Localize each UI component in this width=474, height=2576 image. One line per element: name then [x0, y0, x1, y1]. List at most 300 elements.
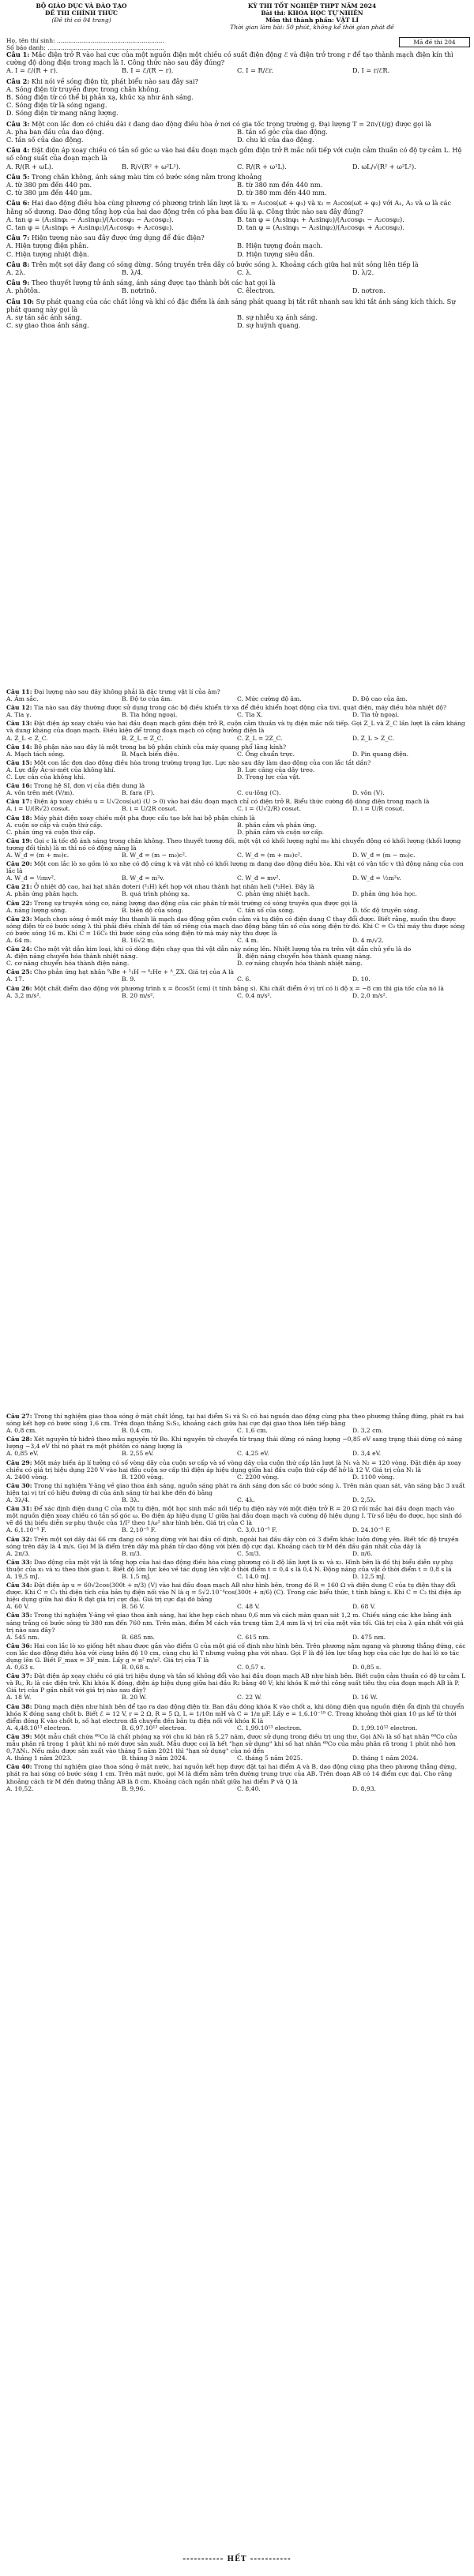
question-stem: [6, 704, 468, 711]
answer-option[interactable]: C. Mức cường độ âm.: [237, 695, 302, 703]
answer-option[interactable]: C. R/(R + ω²L).: [237, 162, 287, 170]
answer-option[interactable]: B. Z_L = Z_C.: [122, 734, 164, 742]
answer-option[interactable]: C. Ống chuẩn trực.: [237, 750, 295, 758]
question-number: Câu 19:: [6, 837, 32, 844]
question-number: Câu 23:: [6, 915, 32, 923]
answer-option[interactable]: C. sự giao thoa ánh sáng.: [6, 321, 89, 330]
answer-option[interactable]: D. W_đ = (m − m₀)c.: [352, 851, 416, 859]
answer-option[interactable]: B. 9,96.: [122, 1784, 145, 1792]
question: [6, 743, 468, 758]
question-stem: [6, 1703, 468, 1724]
answer-option[interactable]: B. λ/4.: [122, 268, 143, 277]
question-number: Câu 1:: [6, 51, 30, 58]
answer-option[interactable]: D. 3,4 eV.: [352, 1450, 382, 1458]
answer-option[interactable]: D. Hiện tượng siêu dẫn.: [237, 249, 315, 258]
answer-option[interactable]: B. 1200 vòng.: [122, 1473, 164, 1481]
question-stem: [6, 120, 468, 128]
answer-option[interactable]: C. phần ứng và cuộn thứ cấp.: [6, 828, 96, 836]
answer-option[interactable]: D. ωL/√(R² + ω²L²).: [352, 162, 416, 170]
answer-options: [6, 695, 468, 702]
answer-option[interactable]: D. 68 V.: [352, 1603, 376, 1611]
answer-option[interactable]: B. I = ℰ/(R − r).: [122, 66, 174, 75]
question-number: Câu 12:: [6, 704, 32, 712]
answer-options: [6, 907, 468, 914]
answer-options: [6, 128, 468, 144]
answer-option[interactable]: A. 0,85 eV.: [6, 1450, 39, 1458]
answer-option[interactable]: B. tan φ = (A₁sinφ₁ + A₂sinφ₂)/(A₁cosφ₁ − A₂cosφ₂).: [237, 215, 404, 223]
answer-option[interactable]: A. 545 nm.: [6, 1633, 40, 1641]
question-number: Câu 5:: [6, 172, 30, 181]
answer-option[interactable]: A. 2π/3.: [6, 1549, 30, 1557]
answer-option[interactable]: B. 20 W.: [122, 1694, 147, 1702]
answer-option[interactable]: D. I = r/ℰR.: [352, 66, 390, 75]
answer-option[interactable]: A. Sóng điện từ truyền được trong chân không.: [6, 84, 161, 93]
question-stem: [6, 860, 468, 874]
answer-option[interactable]: A. 2400 vòng.: [6, 1473, 49, 1481]
answer-option[interactable]: C. Sóng điện từ là sóng ngang.: [6, 101, 107, 110]
answer-option[interactable]: A. W_đ = ½mv².: [6, 874, 56, 882]
question: [6, 1612, 468, 1640]
answer-options: [6, 852, 468, 859]
answer-options: [6, 242, 468, 257]
answer-option[interactable]: A. 64 m.: [6, 937, 32, 944]
answer-option[interactable]: D. Pin quang điện.: [352, 750, 409, 758]
answer-option[interactable]: A. 60 V.: [6, 1603, 29, 1611]
answer-option[interactable]: A. 6,1.10⁻⁵ F.: [6, 1526, 47, 1534]
answer-option[interactable]: B. 2,55 eV.: [122, 1450, 154, 1458]
question-stem: [6, 900, 468, 907]
question: [6, 798, 468, 812]
answer-option[interactable]: B. 0,68 s.: [122, 1664, 151, 1672]
question-stem: [6, 798, 468, 805]
answer-options: [6, 766, 468, 781]
question-text: Trong sự truyền sóng cơ, năng lượng dao động của các phần tử môi trường có sóng truyền qua được gọi là: [33, 899, 358, 907]
question-number: Câu 29:: [6, 1458, 32, 1466]
question-number: Câu 20:: [6, 860, 32, 868]
answer-option[interactable]: D. 2,0 m/s².: [352, 991, 388, 999]
question-number: Câu 13:: [6, 720, 32, 728]
answer-option[interactable]: C. W_đ = mv².: [237, 874, 280, 882]
answer-option[interactable]: B. W_đ = (m − m₀)c².: [122, 851, 187, 859]
answer-option[interactable]: B. R/√(R² + ω²L²).: [122, 162, 181, 170]
answer-option[interactable]: B. W_đ = m²v.: [122, 874, 165, 882]
question: [6, 1459, 468, 1481]
answer-option[interactable]: B. 685 nm.: [122, 1633, 155, 1641]
answer-option[interactable]: C. 0,4 m/s².: [237, 991, 272, 999]
answer-option[interactable]: D. tan φ = (A₁sinφ₁ − A₂sinφ₂)/(A₁cosφ₁ + A₂cosφ₂).: [237, 223, 405, 232]
question: [6, 234, 468, 258]
answer-option[interactable]: C. tháng 5 năm 2025.: [237, 1754, 303, 1762]
answer-option[interactable]: A. Lực đẩy Ác-si-mét của không khí.: [6, 766, 116, 773]
question-stem: [6, 985, 468, 992]
question-text: Sự phát quang của các chất lỏng và khí có đặc điểm là ánh sáng phát quang bị tắt rất nhanh sau khi tắt ánh sáng kích thích. Sự phát quang này gọi là: [6, 297, 456, 313]
answer-option[interactable]: C. từ 380 μm đến 440 μm.: [6, 189, 92, 197]
question: [6, 1763, 468, 1792]
question-stem: [6, 883, 468, 890]
answer-options: [6, 1724, 468, 1732]
answer-option[interactable]: C. 4,25 eV.: [237, 1450, 269, 1458]
question-text: Dùng mạch điện như hình bên để tạo ra dao động điện từ. Ban đầu đóng khóa K vào chốt a, khi dòng điện qua nguồn điện ổn định thì chuyển khóa K đóng sang chốt b. Biết ℰ = 12 V, r = 2 Ω, R = 5 Ω, L = 1/10π mH và C = 1/π μF. Lấy e = 1,6.10⁻¹⁹ C. Trong khoảng thời gian 10 μs kể từ thời điểm đóng K vào chốt b, số hạt electron đã chuyển đến bản tụ điện nối với khóa K là: [6, 1702, 465, 1724]
answer-option[interactable]: C. 48 V.: [237, 1603, 261, 1611]
answer-option[interactable]: A. 18 W.: [6, 1694, 32, 1702]
answer-options: [6, 789, 468, 796]
answer-option[interactable]: A. Hiện tượng điện phân.: [6, 242, 89, 250]
question-number: Câu 4:: [6, 146, 30, 155]
question-number: Câu 2:: [6, 77, 30, 85]
answer-options: [6, 215, 468, 231]
answer-option[interactable]: B. 2,10⁻⁵ F.: [122, 1526, 156, 1534]
question-stem: [6, 1413, 468, 1427]
answer-option[interactable]: A. phôtôn.: [6, 286, 40, 295]
question: [6, 1436, 468, 1457]
answer-option[interactable]: D. 24.10⁻⁵ F.: [352, 1526, 391, 1534]
question-stem: [6, 260, 468, 268]
question: [6, 860, 468, 882]
answer-option[interactable]: B. Mạch biến điệu.: [122, 750, 179, 758]
answer-option[interactable]: B. fara (F).: [122, 789, 155, 797]
answer-option[interactable]: D. Trọng lực của vật.: [237, 773, 301, 781]
answer-option[interactable]: D. 3,2 cm.: [352, 1427, 384, 1435]
question-number: Câu 16:: [6, 782, 32, 790]
question-number: Câu 15:: [6, 758, 32, 766]
answer-option[interactable]: C. 6.: [237, 975, 251, 983]
question-stem: [6, 837, 468, 852]
answer-option[interactable]: C. 5π/3.: [237, 1549, 261, 1557]
answer-option[interactable]: D. tháng 1 năm 2024.: [352, 1754, 419, 1762]
answer-options: [6, 66, 468, 74]
answer-option[interactable]: C. 22 W.: [237, 1694, 262, 1702]
question-list-middle: [6, 688, 468, 1001]
answer-option[interactable]: A. 3,2 m/s².: [6, 991, 41, 999]
answer-option[interactable]: C. I = R/ℰr.: [237, 66, 273, 75]
answer-option[interactable]: C. 1,6 cm.: [237, 1427, 268, 1435]
answer-option[interactable]: C. tần số của sóng.: [237, 906, 295, 914]
answer-option[interactable]: A. từ 380 pm đến 440 pm.: [6, 181, 92, 189]
question: [6, 146, 468, 170]
answer-option[interactable]: D. 1,99.10¹² electron.: [352, 1724, 418, 1732]
answer-option[interactable]: A. Âm sắc.: [6, 695, 39, 703]
answer-option[interactable]: C. i = (U√2/R) cosωt.: [237, 805, 302, 813]
question-text: Một con lắc đơn dao động điều hòa trong trường trọng lực. Lực nào sau đây làm dao động của con lắc tắt dần?: [33, 758, 371, 766]
answer-option[interactable]: C. Z_L = 2Z_C.: [237, 734, 283, 742]
question-number: Câu 33:: [6, 1558, 32, 1566]
question-stem: [6, 298, 468, 313]
answer-option[interactable]: A. I = ℰ/(R + r).: [6, 66, 58, 75]
page-count: (Đề thi có 04 trang): [51, 17, 111, 24]
answer-option[interactable]: D. 12,5 mJ.: [352, 1572, 386, 1580]
question: [6, 915, 468, 944]
question: [6, 173, 468, 197]
answer-option[interactable]: C. cu-lông (C).: [237, 789, 281, 797]
answer-options: [6, 1664, 468, 1671]
answer-option[interactable]: D. Sóng điện từ mang năng lượng.: [6, 109, 118, 118]
answer-option[interactable]: B. quá trình phóng xạ.: [122, 890, 190, 898]
answer-options: [6, 1573, 468, 1580]
answer-option[interactable]: D. i = U/R cosωt.: [352, 805, 404, 813]
ministry-name: BỘ GIÁO DỤC VÀ ĐÀO TẠO: [36, 2, 127, 9]
answer-option[interactable]: B. i = U/2R cosωt.: [122, 805, 178, 813]
answer-option[interactable]: C. êlectron.: [237, 286, 276, 295]
answer-option[interactable]: B. 6,97.10¹³ electron.: [122, 1724, 187, 1732]
answer-option[interactable]: A. 4,48.10¹³ electron.: [6, 1724, 72, 1732]
answer-option[interactable]: C. phản ứng nhiệt hạch.: [237, 890, 310, 898]
answer-option[interactable]: C. λ.: [237, 268, 252, 277]
answer-option[interactable]: C. tan φ = (A₁sinφ₁ + A₂sinφ₂)/(A₁cosφ₁ + A₂cosφ₂).: [6, 223, 174, 232]
answer-option[interactable]: A. pha ban đầu của dao động.: [6, 127, 104, 136]
answer-option[interactable]: C. 3,0.10⁻⁵ F.: [237, 1526, 277, 1534]
answer-options: [6, 1754, 468, 1762]
answer-option[interactable]: D. λ/2.: [352, 268, 374, 277]
answer-option[interactable]: A. 0,8 cm.: [6, 1427, 37, 1435]
answer-option[interactable]: C. 4 m.: [237, 937, 259, 944]
answer-option[interactable]: D. Tia tử ngoại.: [352, 711, 400, 719]
question-text: Để xác định điện dung C của một tụ điện, một học sinh mắc nối tiếp tụ điện này với một điện trở R = 20 Ω rồi mắc hai đầu đoạn mạch vào một nguồn điện xoay chiều có tần số góc ω. Đo điện áp hiệu dụng U giữa hai đầu đoạn mạch và cường độ hiệu dụng I. Từ số liệu đo được, học sinh đó vẽ đồ thị biểu diễn sự phụ thuộc của 1/I² theo 1/ω² như hình bên. Giá trị của C là: [6, 1505, 462, 1527]
question-stem: [6, 1582, 468, 1603]
answer-option[interactable]: C. 4λ.: [237, 1496, 255, 1504]
answer-option[interactable]: B. biên độ của sóng.: [122, 906, 184, 914]
answer-option[interactable]: B. 20 m/s².: [122, 991, 155, 999]
answer-option[interactable]: C. tần số của dao động.: [6, 136, 84, 144]
answer-option[interactable]: A. sự tán sắc ánh sáng.: [6, 313, 82, 322]
answer-option[interactable]: D. cơ năng chuyển hóa thành nhiệt năng.: [237, 960, 363, 968]
answer-option[interactable]: C. 615 nm.: [237, 1633, 270, 1641]
question-text: Hai dao động điều hòa cùng phương có phương trình lần lượt là x₁ = A₁cos(ωt + φ₁) và x₂ = A₂cos(ωt + φ₂) với A₁, A₂ và ω là các hằng số dương. Dao động tổng hợp của hai dao động trên có pha ban đầu là φ. Công thức nào sau đây đúng?: [6, 199, 452, 215]
question-stem: [6, 1642, 468, 1664]
question-stem: [6, 720, 468, 734]
answer-option[interactable]: C. 14,0 mJ.: [237, 1572, 270, 1580]
answer-option[interactable]: C. W_đ = (m + m₀)c².: [237, 851, 303, 859]
answer-option[interactable]: C. Lực cản của không khí.: [6, 773, 85, 781]
answer-option[interactable]: B. tháng 3 năm 2024.: [122, 1754, 188, 1762]
answer-option[interactable]: A. Z_L < Z_C.: [6, 734, 48, 742]
answer-option[interactable]: C. cơ năng chuyển hóa thành điện năng.: [6, 960, 130, 968]
question-stem: [6, 1482, 468, 1496]
answer-option[interactable]: D. Z_L > Z_C.: [352, 734, 394, 742]
answer-option[interactable]: A. năng lượng sóng.: [6, 906, 67, 914]
question-text: Mạch chọn sóng ở một máy thu thanh là mạch dao động gồm cuộn cảm và tụ điện có điện dung C thay đổi được. Biết rằng, muốn thu được sóng điện từ có bước sóng λ thì phải điều chỉnh để tần số riêng của mạch dao động bằng tần số của sóng điện từ đó. Khi C = C₀ thì máy thu được sóng có bước sóng 16 m. Khi C = 16C₀ thì bước sóng của sóng điện từ mà máy này thu được là: [6, 915, 465, 937]
question-text: Cho phản ứng hạt nhân ⁹₄Be + ¹₁H → ⁴₂He + ᴬ_ZX. Giá trị của A là: [33, 968, 235, 976]
answer-option[interactable]: B. 56 V.: [122, 1603, 145, 1611]
question-number: Câu 31:: [6, 1505, 32, 1513]
question-text: Hiện tượng nào sau đây được ứng dụng để đúc điện?: [31, 234, 205, 242]
answer-option[interactable]: D. phần cảm và cuộn sơ cấp.: [237, 828, 325, 836]
question-text: Một chất điểm dao động với phương trình x = 8cos5t (cm) (t tính bằng s). Khi chất điểm ở vị trí có li độ x = −8 cm thì gia tốc của nó là: [33, 984, 444, 992]
answer-option[interactable]: C. 2200 vòng.: [237, 1473, 280, 1481]
ministry-block: [6, 2, 156, 24]
question: [6, 51, 468, 75]
answer-option[interactable]: D. nơtron.: [352, 286, 386, 295]
answer-option[interactable]: A. 2λ.: [6, 268, 26, 277]
answer-option[interactable]: D. 10.: [352, 975, 371, 983]
answer-options: [6, 1427, 468, 1434]
answer-option[interactable]: B. 0,4 cm.: [122, 1427, 152, 1435]
question: [6, 260, 468, 276]
answer-options: [6, 1694, 468, 1701]
question: [6, 814, 468, 836]
question-number: Câu 26:: [6, 984, 32, 992]
question-stem: [6, 743, 468, 751]
question-number: Câu 35:: [6, 1612, 32, 1619]
answer-option[interactable]: A. 0,63 s.: [6, 1664, 35, 1672]
answer-option[interactable]: A. phản ứng phân hạch.: [6, 890, 79, 898]
answer-option[interactable]: D. 1100 vòng.: [352, 1473, 395, 1481]
question: [6, 720, 468, 741]
answer-option[interactable]: C. 8,40.: [237, 1784, 261, 1792]
answer-option[interactable]: A. Mạch tách sóng.: [6, 750, 65, 758]
candidate-name-line: Họ, tên thí sinh: .........................................................: [6, 37, 164, 44]
exam-component: Môn thi thành phần: VẬT LÍ: [265, 17, 359, 24]
answer-option[interactable]: D. từ 380 mm đến 440 mm.: [237, 189, 327, 197]
answer-option[interactable]: B. phần cảm và phần ứng.: [237, 821, 317, 829]
answer-option[interactable]: A. W_đ = (m + m₀)c.: [6, 851, 70, 859]
question-stem: [6, 1733, 468, 1754]
question-text: Bộ phận nào sau đây là một trong ba bộ phận chính của máy quang phổ lăng kính?: [33, 743, 287, 751]
question: [6, 279, 468, 294]
answer-option[interactable]: D. 16 W.: [352, 1694, 378, 1702]
question: [6, 945, 468, 967]
answer-options: [6, 992, 468, 999]
answer-option[interactable]: D. 475 nm.: [352, 1633, 386, 1641]
question-number: Câu 9:: [6, 279, 30, 287]
question: [6, 704, 468, 718]
question: [6, 1559, 468, 1580]
answer-option[interactable]: B. Sóng điện từ có thể bị phản xạ, khúc xạ như ánh sáng.: [6, 93, 194, 102]
question-stem: [6, 234, 468, 242]
question-stem: [6, 814, 468, 822]
question: [6, 1536, 468, 1557]
answer-option[interactable]: B. π/3.: [122, 1549, 142, 1557]
question-text: Máy phát điện xoay chiều một pha được cấu tạo bởi hai bộ phận chính là: [33, 814, 255, 822]
answer-option[interactable]: A. i = U/(R√2) cosωt.: [6, 805, 70, 813]
exam-subject: Bài thi: KHOA HỌC TỰ NHIÊN: [261, 9, 363, 17]
answer-option[interactable]: A. Tia γ.: [6, 711, 32, 719]
answer-option[interactable]: C. 0,57 s.: [237, 1664, 265, 1672]
answer-options: [6, 975, 468, 983]
answer-options: [6, 874, 468, 882]
question-number: Câu 7:: [6, 234, 30, 242]
question-text: Một con lắc đơn có chiều dài ℓ đang dao động điều hòa ở nơi có gia tốc trọng trường g. Đại lượng T = 2π√(ℓ/g) được gọi là: [31, 119, 431, 128]
answer-option[interactable]: D. 8,93.: [352, 1784, 376, 1792]
answer-option[interactable]: A. vôn trên mét (V/m).: [6, 789, 74, 797]
question-number: Câu 34:: [6, 1582, 32, 1589]
answer-options: [6, 268, 468, 276]
answer-option[interactable]: C. Hiện tượng nhiệt điện.: [6, 249, 89, 258]
answer-option[interactable]: D. 0,85 s.: [352, 1664, 382, 1672]
answer-option[interactable]: D. W_đ = ½m²v.: [352, 874, 401, 882]
answer-option[interactable]: D. tốc độ truyền sóng.: [352, 906, 420, 914]
question-text: Đại lượng nào sau đây không phải là đặc trưng vật lí của âm?: [33, 688, 220, 695]
answer-option[interactable]: D. Độ cao của âm.: [352, 695, 408, 703]
answer-option[interactable]: B. điện năng chuyển hóa thành quang năng.: [237, 953, 372, 960]
question: [6, 759, 468, 781]
answer-option[interactable]: D. sự huỳnh quang.: [237, 321, 301, 330]
answer-option[interactable]: B. sự nhiễu xạ ánh sáng.: [237, 313, 318, 322]
answer-options: [6, 1496, 468, 1503]
question-stem: [6, 1459, 468, 1473]
question-number: Câu 38:: [6, 1702, 32, 1710]
answer-option[interactable]: A. 10,52.: [6, 1784, 34, 1792]
question-number: Câu 17:: [6, 798, 32, 806]
exam-duration: Thời gian làm bài: 50 phút, không kể thời gian phát đề: [230, 24, 394, 31]
question-text: Đặt điện áp xoay chiều có tần số góc ω vào hai đầu đoạn mạch gồm điện trở R mắc nối tiếp với cuộn cảm thuần có độ tự cảm L. Hệ số công suất của đoạn mạch là: [6, 146, 462, 163]
answer-option[interactable]: A. 3λ/4.: [6, 1496, 30, 1504]
answer-option[interactable]: A. tháng 1 năm 2023.: [6, 1754, 72, 1762]
question: [6, 968, 468, 983]
question-text: Cho một vật dẫn kim loại, khi có dòng điện chạy qua thì vật dẫn này nóng lên. Nhiệt lượng tỏa ra trên vật dẫn chủ yếu là do: [33, 945, 412, 953]
official-label: ĐỀ THI CHÍNH THỨC: [45, 9, 118, 17]
answer-option[interactable]: B. 16√2 m.: [122, 937, 155, 944]
question-stem: [6, 1536, 468, 1550]
answer-option[interactable]: B. Độ to của âm.: [122, 695, 172, 703]
answer-option[interactable]: B. từ 380 nm đến 440 nm.: [237, 181, 323, 189]
question: [6, 120, 468, 144]
answer-option[interactable]: B. Hiện tượng đoản mạch.: [237, 242, 323, 250]
answer-options: [6, 805, 468, 812]
answer-option[interactable]: C. Tia X.: [237, 711, 263, 719]
answer-options: [6, 890, 468, 897]
answer-option[interactable]: B. nơtrinô.: [122, 286, 156, 295]
answer-option[interactable]: D. vôn (V).: [352, 789, 385, 797]
question-number: Câu 32:: [6, 1535, 32, 1543]
exam-code-badge: Mã đề thi 204: [399, 37, 470, 47]
question: [6, 782, 468, 796]
question-text: Trong thí nghiệm Y-âng về giao thoa ánh sáng, hai khe hẹp cách nhau 0,6 mm và cách màn quan sát 1,2 m. Chiếu sáng các khe bằng ánh sáng trắng có bước sóng từ 380 nm đến 760 nm. Trên màn, điểm M cách vân trung tâm 2,4 mm là vị trí của một vân tối. Giá trị của λ gần nhất với giá trị nào sau đây?: [6, 1612, 464, 1634]
answer-options: [6, 1526, 468, 1533]
question: [6, 1505, 468, 1533]
question-number: Câu 3:: [6, 119, 30, 128]
answer-option[interactable]: D. 2,5λ.: [352, 1496, 376, 1504]
question-number: Câu 8:: [6, 260, 30, 268]
answer-options: [6, 751, 468, 758]
answer-option[interactable]: B. tần số góc của dao động.: [237, 127, 328, 136]
answer-option[interactable]: B. 3λ.: [122, 1496, 140, 1504]
answer-option[interactable]: D. chu kì của dao động.: [237, 136, 314, 144]
question-text: Đặt điện áp u = 60√2cos(300t + π/3) (V) vào hai đầu đoạn mạch AB như hình bên, trong đó R = 160 Ω và điện dung C của tụ điện thay đổi được. Khi C = C₁ thì điện tích của bản tụ điện nối vào N là q = 5√2.10⁻⁴cos(300t + π/6) (C). Trong các biểu thức, t tính bằng s. Khi C = C₂ thì điện áp hiệu dụng giữa hai đầu R đạt giá trị cực đại. Giá trị cực đại đó bằng: [6, 1582, 461, 1604]
answer-options: [6, 1450, 468, 1457]
answer-option[interactable]: A. 17.: [6, 975, 24, 983]
question-text: Trong thí nghiệm giao thoa sóng ở mặt chất lỏng, tại hai điểm S₁ và S₂ có hai nguồn dao động cùng pha theo phương thẳng đứng, phát ra hai sóng kết hợp có bước sóng 1,6 cm. Trên đoạn thẳng S₁S₂, khoảng cách giữa hai cực đại giao thoa liên tiếp bằng: [6, 1413, 465, 1428]
answer-option[interactable]: A. R/(R + ωL).: [6, 162, 54, 170]
question: [6, 1733, 468, 1762]
question-text: Trên một sợi dây đang có sóng dừng. Sóng truyền trên dây có bước sóng λ. Khoảng cách giữa hai nút sóng liên tiếp là: [31, 260, 419, 268]
answer-option[interactable]: A. điện năng chuyển hóa thành nhiệt năng.: [6, 953, 138, 960]
answer-options: [6, 1785, 468, 1792]
answer-option[interactable]: C. 1,99.10¹³ electron.: [237, 1724, 303, 1732]
answer-option[interactable]: A. tan φ = (A₁sinφ₁ − A₂sinφ₂)/(A₁cosφ₁ − A₂cosφ₂).: [6, 215, 174, 223]
question-text: Xét nguyên tử hiđrô theo mẫu nguyên tử Bo. Khi nguyên tử chuyển từ trạng thái dừng có năng lượng −0,85 eV sang trạng thái dừng có năng lượng −3,4 eV thì nó phát ra một phôtôn có năng lượng là: [6, 1436, 462, 1451]
question: [6, 900, 468, 914]
answer-option[interactable]: D. π/6.: [352, 1549, 373, 1557]
answer-options: [6, 735, 468, 742]
question-stem: [6, 1672, 468, 1694]
question-text: Trên một sợi dây dài 66 cm đang có sóng dừng với hai đầu cố định, ngoài hai đầu dây còn có 3 điểm khác luôn đứng yên. Biết tốc độ truyền sóng trên dây là 4 m/s. Gọi M là điểm trên dây mà phần tử dao động với biên độ cực đại. Khoảng cách từ M đến đầu gần nhất của dây là: [6, 1535, 459, 1550]
answer-option[interactable]: D. 4 m/√2.: [352, 937, 384, 944]
exam-title: KỲ THI TỐT NGHIỆP THPT NĂM 2024: [247, 2, 377, 9]
answer-option[interactable]: B. Tia hồng ngoại.: [122, 711, 178, 719]
question-stem: [6, 759, 468, 766]
question-stem: [6, 1763, 468, 1784]
answer-option[interactable]: A. 19,5 mJ.: [6, 1572, 40, 1580]
answer-option[interactable]: B. Lực căng của dây treo.: [237, 766, 315, 773]
answer-options: [6, 286, 468, 294]
answer-option[interactable]: B. 1,5 mJ.: [122, 1572, 151, 1580]
answer-option[interactable]: D. phản ứng hóa học.: [352, 890, 417, 898]
answer-option[interactable]: A. cuộn sơ cấp và cuộn thứ cấp.: [6, 821, 103, 829]
question-stem: [6, 51, 468, 66]
question-stem: [6, 146, 468, 162]
answer-option[interactable]: B. 9.: [122, 975, 136, 983]
question-text: Đặt điện áp xoay chiều vào hai đầu đoạn mạch gồm điện trở R, cuộn cảm thuần và tụ điện mắc nối tiếp. Gọi Z_L và Z_C lần lượt là cảm kháng và dung kháng của đoạn mạch. Điều kiện để trong đoạn mạch có cộng hưởng điện là: [6, 720, 465, 735]
